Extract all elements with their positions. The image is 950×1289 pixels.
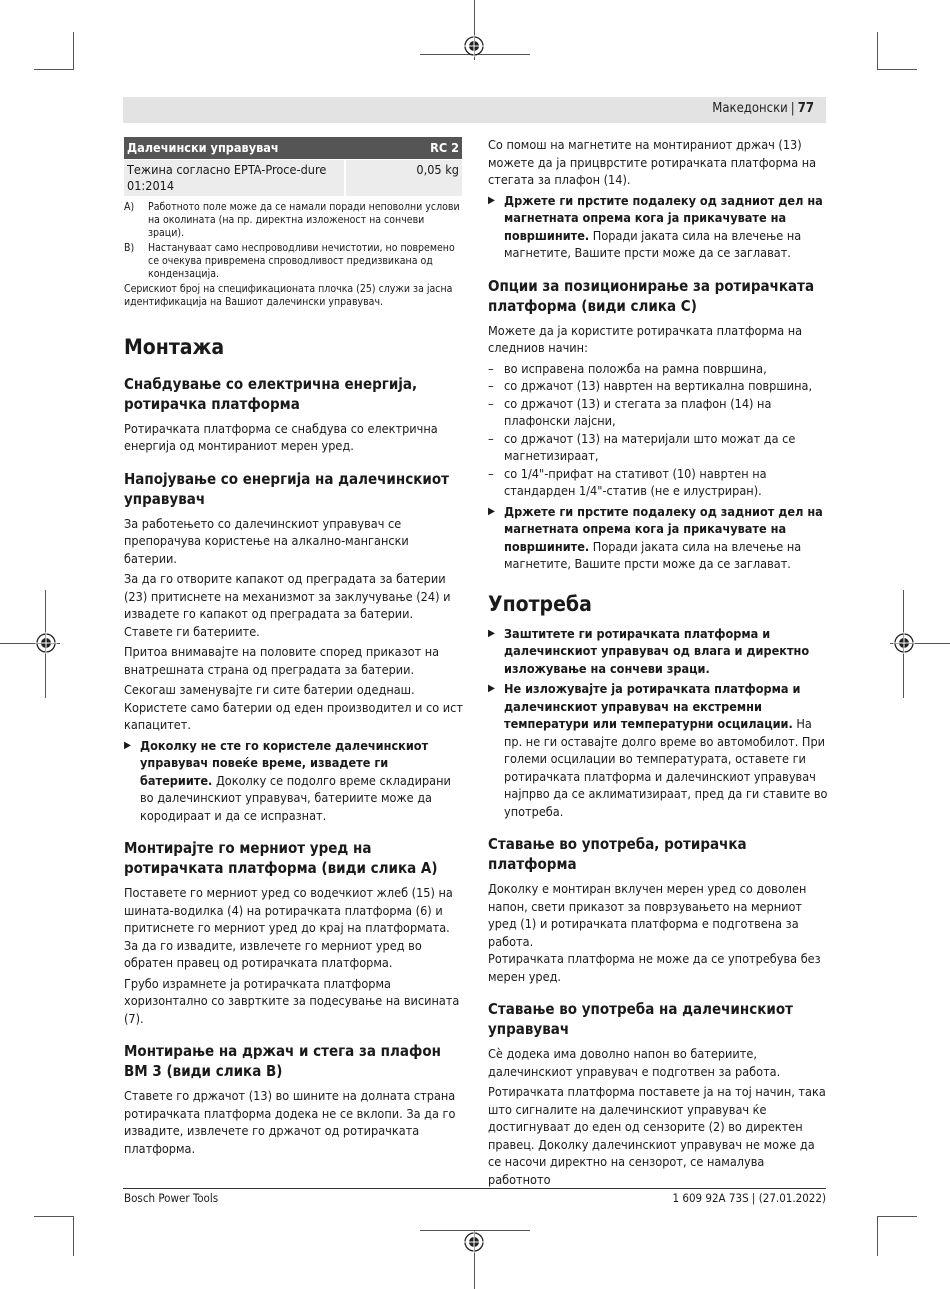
footnote-text: Работното поле може да се намали поради неповолни услови на околината (на пр. директна изложеност на сончеви зраци). bbox=[148, 200, 460, 239]
table-row bbox=[124, 159, 462, 196]
list-item: – во исправена положба на рамна површина, bbox=[488, 360, 767, 376]
spec-table-header-model: RC 2 bbox=[345, 137, 462, 159]
warning-text: На пр. не ги оставајте долго време во автомобилот. При големи осцилации во температурата, оставете ги ротирачката платформа и далечинскиот управувач најпрво да се аклиматизираат, пред да ги ставите во употреба. bbox=[504, 716, 828, 819]
serial-note: Серискиот број на спецификационата плочка (25) служи за јасна идентификација на Вашиот далечински управувач. bbox=[124, 282, 453, 308]
subheading-remote-power: Напојување со енергија на далечинскиот управувач bbox=[124, 469, 449, 508]
crop-mark bbox=[34, 1216, 74, 1217]
section-heading-upotreba: Употреба bbox=[488, 591, 592, 616]
right-column bbox=[488, 136, 828, 1191]
paragraph: За работењето со далечинскиот управувач се препорачува користење на алкално-мангански батерии. bbox=[124, 515, 409, 566]
warning-text: Поради јаката сила на влечење на магнетите, Вашите прсти може да се заглават. bbox=[504, 538, 802, 571]
paragraph: Грубо израмнете ја ротирачката платформа хоризонтално со завртките за подесување на висината (7). bbox=[124, 975, 460, 1026]
footer-brand: Bosch Power Tools bbox=[124, 1191, 219, 1205]
subheading-positioning: Опции за позиционирање за ротирачката платформа (види слика C) bbox=[488, 276, 815, 315]
warning-text: Доколку се подолго време складирани во далечинскиот управувач, батериите може да кородираат и да се испразнат. bbox=[140, 772, 451, 823]
warning-item bbox=[488, 625, 828, 678]
crop-mark bbox=[73, 32, 74, 70]
paragraph: Можете да ја користите ротирачката платформа на следниов начин: bbox=[488, 322, 803, 355]
arrow-icon: ▶ bbox=[124, 739, 131, 751]
subheading-bracket: Монтирање на држач и стега за плафон BM 3 (види слика B) bbox=[124, 1042, 441, 1080]
list-item: – со држачот (13) навртен на вертикална површина, bbox=[488, 378, 813, 393]
warning-item bbox=[488, 192, 828, 262]
spec-table bbox=[124, 137, 462, 196]
paragraph: Доколку е монтиран вклучен мерен уред со доволен напон, свети приказот за поврзувањето на мерниот уред (1) и ротирачката платформа е подготвена за работа. bbox=[488, 881, 807, 949]
page-header: Македонски | 77 bbox=[123, 97, 826, 123]
section-heading-montaza: Монтажа bbox=[124, 334, 225, 359]
crop-mark bbox=[73, 1216, 74, 1256]
crop-mark bbox=[877, 69, 917, 70]
subheading-startup-platform: Ставање во употреба, ротирачка платформа bbox=[488, 835, 747, 873]
subheading-mount-device: Монтирајте го мерниот уред на ротирачката платформа (види слика A) bbox=[124, 839, 438, 877]
list-item: – со држачот (13) на материјали што можат да се магнетизираат, bbox=[488, 430, 796, 463]
warning-bold: Заштитете ги ротирачката платформа и далечинскиот управувач од влага и директно изложување на сончеви зраци. bbox=[504, 625, 810, 676]
dash-list bbox=[488, 360, 828, 500]
footnote-label: A) bbox=[124, 200, 135, 213]
footnote-text: Настануваат само неспроводливи нечистотии, но повремено се очекува привремена спроводливост предизвикана од кондензација. bbox=[148, 241, 455, 280]
registration-mark-icon bbox=[35, 632, 57, 654]
registration-mark-icon bbox=[893, 632, 915, 654]
left-column bbox=[124, 137, 463, 1160]
paragraph: Со помош на магнетите на монтираниот држач (13) можете да ја прицврстите ротирачката платформа на стегата за плафон (14). bbox=[488, 137, 817, 187]
footnotes bbox=[124, 201, 463, 309]
paragraph: Притоа внимавајте на половите според приказот на внатрешната страна од преградата за батерии. bbox=[124, 644, 440, 677]
subheading-power-supply: Снабдување со електрична енергија, ротирачка платформа bbox=[124, 374, 418, 413]
paragraph: Ротирачката платформа поставете ја на тој начин, така што сигналите на далечинскиот управувач ќе достигнуваат до еден од сензорите (2) во директен правец. Доколку далечинскиот управувач не може да се насочи директно на сензорот, се намалува работното bbox=[488, 1084, 826, 1187]
footer-rule bbox=[123, 1188, 826, 1189]
paragraph: За да го отворите капакот од преградата за батерии (23) притиснете на механизмот за заклучување (24) и извадете го капакот од преградата за батерии. Ставете ги батериите. bbox=[124, 571, 451, 639]
crop-mark bbox=[877, 32, 878, 70]
warning-text: Поради јаката сила на влечење на магнетите, Вашите прсти може да се заглават. bbox=[504, 227, 802, 260]
paragraph: Поставете го мерниот уред со водечкиот жлеб (15) на шината-водилка (4) на ротирачката платформа (6) и притиснете го мерниот уред до крај на платформата. bbox=[124, 885, 453, 935]
list-item: – со 1/4"-прифат на стативот (10) навртен на стандарден 1/4"-статив (не е илустриран). bbox=[488, 465, 767, 498]
warning-item bbox=[488, 680, 828, 820]
footer-doc-id: 1 609 92A 73S | (27.01.2022) bbox=[672, 1191, 826, 1205]
footnote-label: B) bbox=[124, 241, 135, 254]
arrow-icon: ▶ bbox=[488, 627, 495, 639]
page-number: 77 bbox=[797, 101, 814, 116]
spec-row-value: 0,05 kg bbox=[345, 159, 462, 196]
arrow-icon: ▶ bbox=[488, 505, 495, 517]
subheading-startup-remote: Ставање во употреба на далечинскиот управувач bbox=[488, 1000, 793, 1038]
paragraph: Сѐ додека има доволно напон во батериите, далечинскиот управувач е подготвен за работа. bbox=[488, 1046, 781, 1079]
crop-mark bbox=[877, 1216, 917, 1217]
warning-bold: Држете ги прстите подалеку од задниот дел на магнетната опрема кога ја прикачувате на површините. bbox=[504, 503, 823, 554]
spec-table-header-name: Далечински управувач bbox=[124, 137, 345, 159]
warning-item bbox=[488, 503, 828, 573]
warning-bold: Не изложувајте ја ротирачката платформа и далечинскиот управувач на екстремни температури или температурни осцилации. bbox=[504, 681, 801, 731]
warning-item bbox=[124, 737, 463, 825]
paragraph: Ротирачката платформа се снабдува со електрична енергија од монтираниот мерен уред. bbox=[124, 420, 438, 453]
registration-mark-icon bbox=[463, 1231, 485, 1253]
registration-mark-icon bbox=[463, 35, 485, 57]
crop-mark bbox=[877, 1216, 878, 1256]
spec-row-label: Тежина согласно EPTA-Proce-dure 01:2014 bbox=[124, 159, 345, 196]
warning-bold: Доколку не сте го користеле далечинскиот управувач повеќе време, извадете ги батериите. bbox=[140, 737, 429, 788]
list-item: – со држачот (13) и стегата за плафон (14) на плафонски лајсни, bbox=[488, 395, 772, 428]
arrow-icon: ▶ bbox=[488, 194, 495, 206]
paragraph: Секогаш заменувајте ги сите батерии одеднаш. Користете само батерии од еден производител и со ист капацитет. bbox=[124, 682, 463, 732]
warning-bold: Држете ги прстите подалеку од задниот дел на магнетната опрема кога ја прикачувате на површините. bbox=[504, 192, 823, 243]
paragraph: За да го извадите, извлечете го мерниот уред во обратен правец од ротирачката платформа. bbox=[124, 937, 422, 970]
paragraph: Ротирачката платформа не може да се употребува без мерен уред. bbox=[488, 951, 821, 984]
paragraph: Ставете го држачот (13) во шините на долната страна ротирачката платформа додека не се вклопи. За да го извадите, извлечете го држачот од ротирачката платформа. bbox=[124, 1088, 456, 1156]
header-language: Македонски bbox=[712, 101, 788, 116]
crop-mark bbox=[34, 69, 74, 70]
arrow-icon: ▶ bbox=[488, 683, 495, 694]
